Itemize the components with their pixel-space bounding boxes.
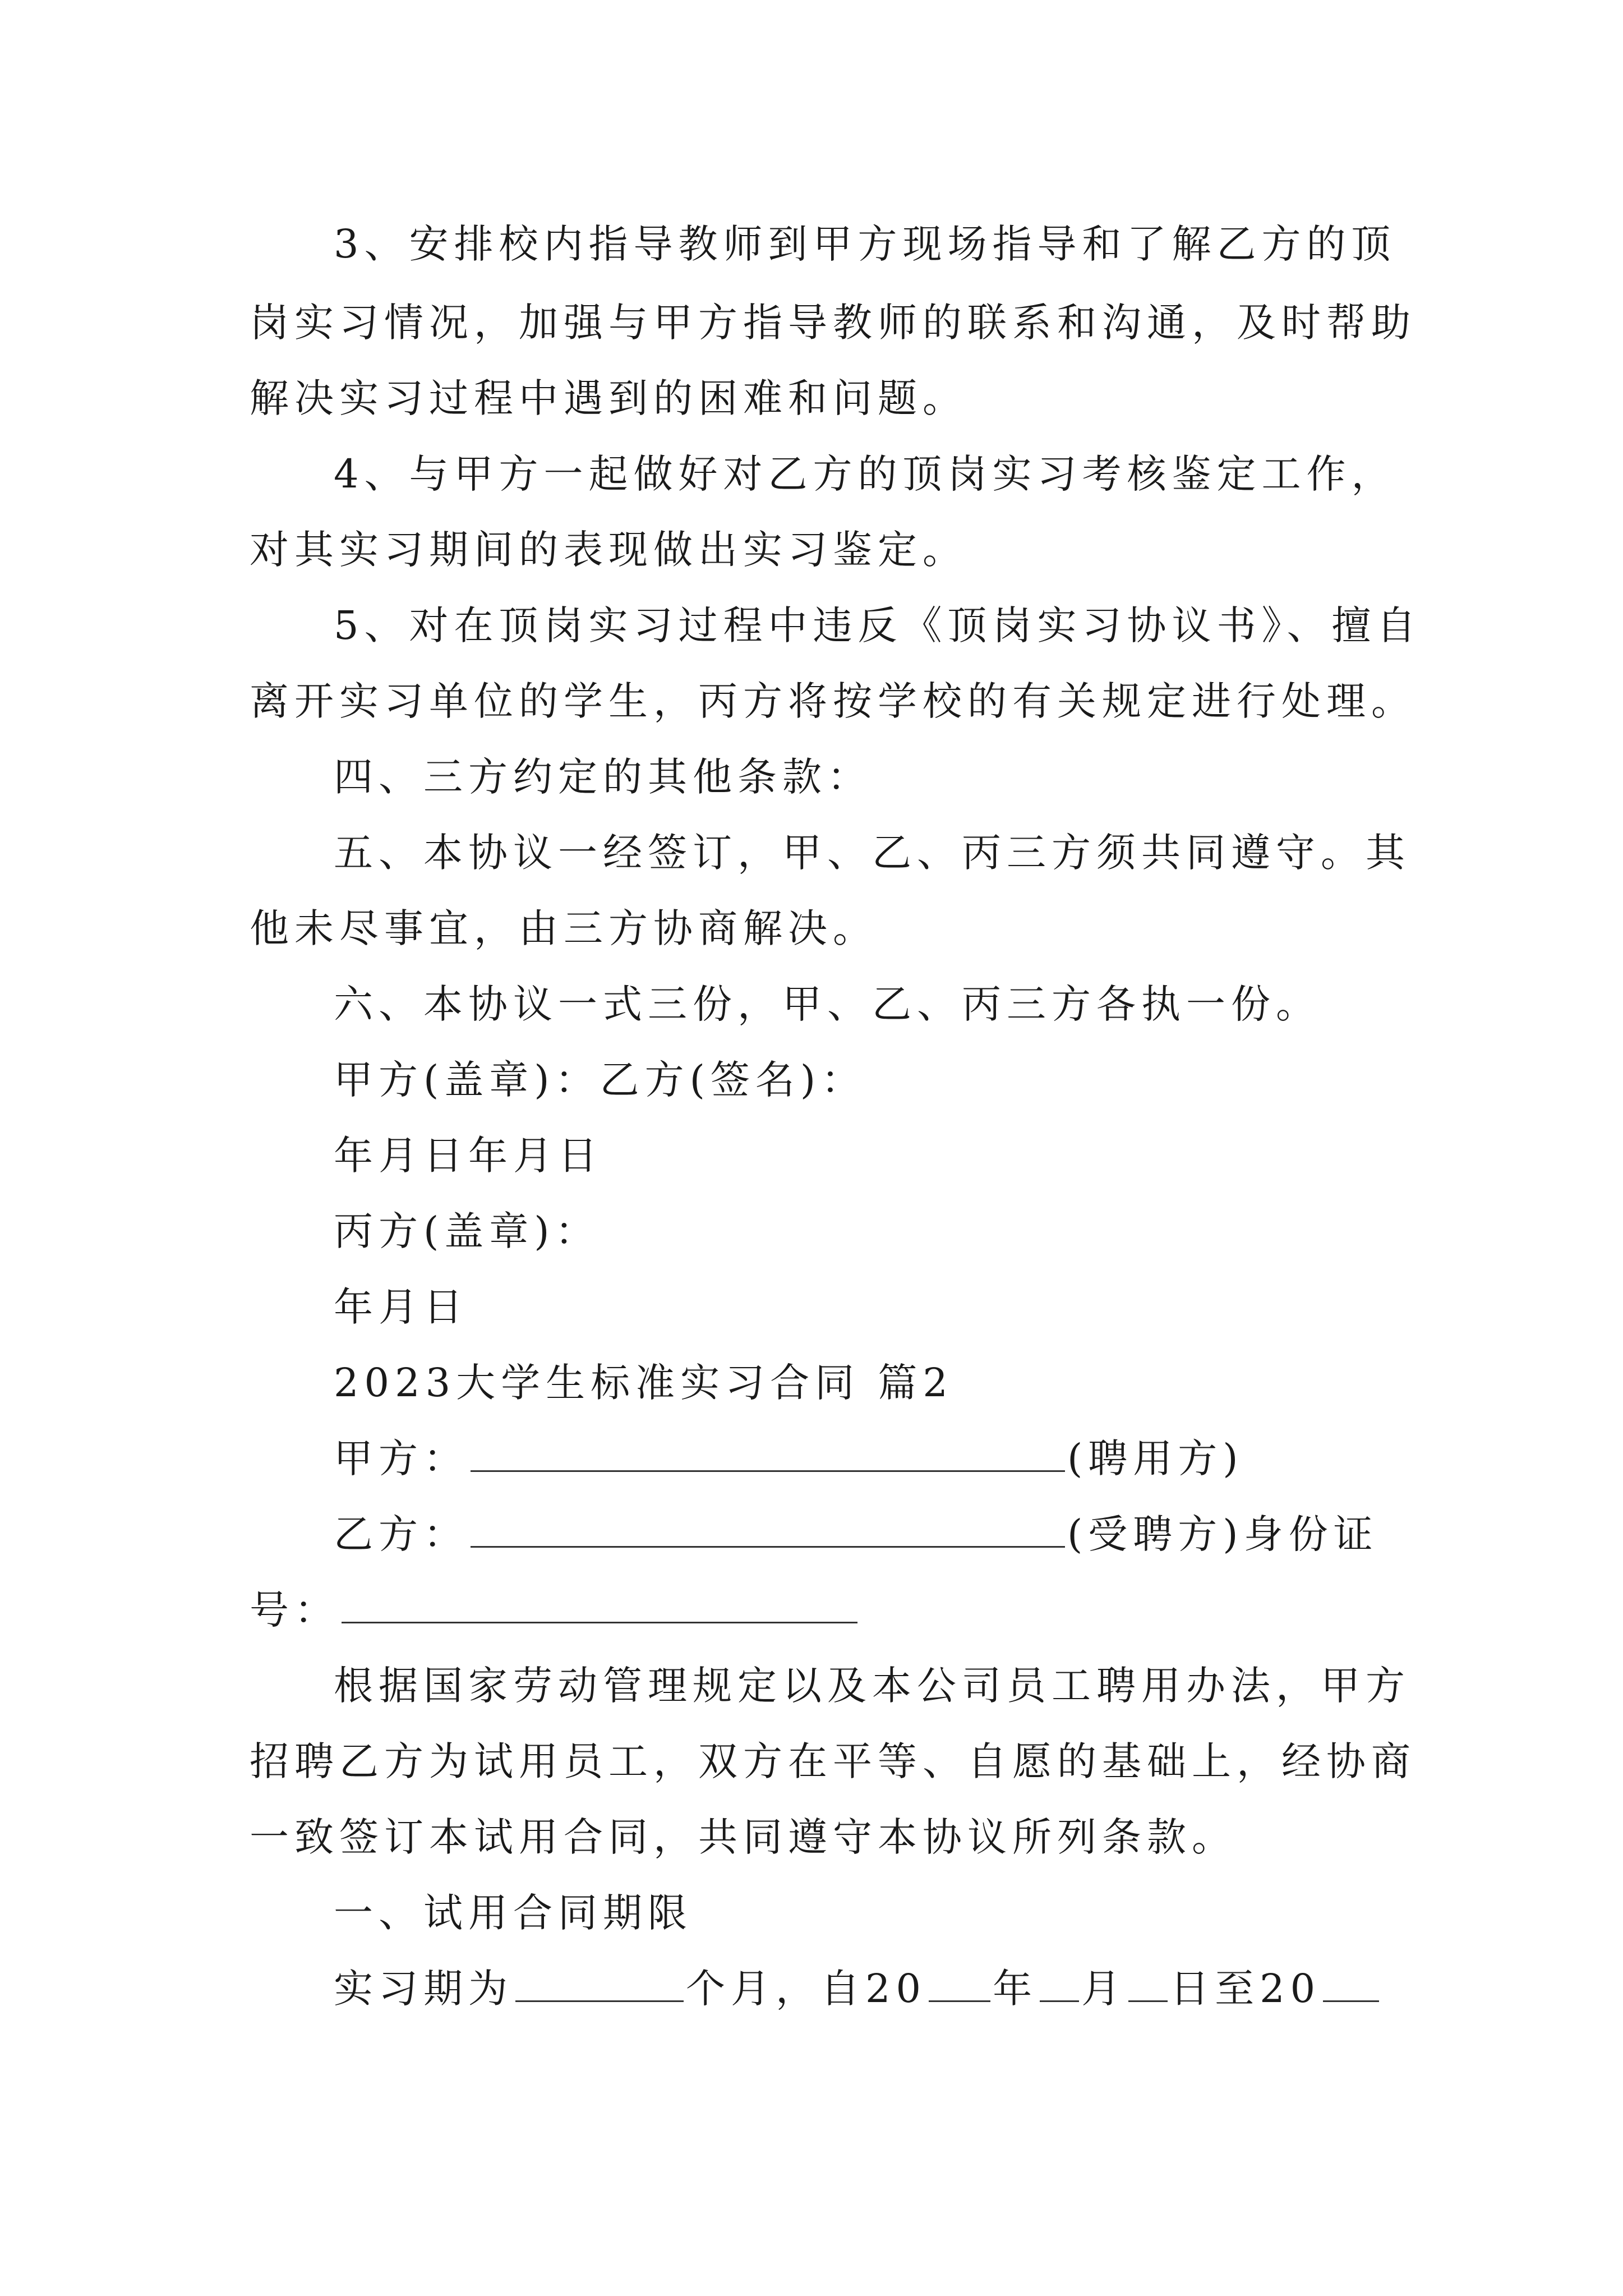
- period-text-5: 日至20: [1170, 1966, 1321, 2012]
- paragraph-line: 他未尽事宜，由三方协商解决。: [250, 905, 878, 951]
- id-number-label: 号：: [250, 1587, 339, 1633]
- signature-line: 丙方(盖章)：: [334, 1208, 600, 1254]
- party-b-line: [334, 1509, 1378, 1559]
- id-number-line: [250, 1585, 860, 1635]
- party-b-label: 乙方：: [334, 1511, 468, 1557]
- party-b-suffix: (受聘方)身份证: [1067, 1511, 1378, 1557]
- id-number-blank[interactable]: [342, 1589, 857, 1623]
- paragraph-line: 解决实习过程中遇到的困难和问题。: [250, 375, 967, 421]
- paragraph-line: 六、本协议一式三份，甲、乙、丙三方各执一份。: [334, 981, 1321, 1027]
- months-blank[interactable]: [515, 1968, 684, 2002]
- paragraph-line: 五、本协议一经签订，甲、乙、丙三方须共同遵守。其: [334, 830, 1410, 876]
- party-a-blank[interactable]: [471, 1438, 1065, 1472]
- paragraph-line: 离开实习单位的学生，丙方将按学校的有关规定进行处理。: [250, 678, 1416, 724]
- start-day-blank[interactable]: [1128, 1968, 1168, 2002]
- party-a-suffix: (聘用方): [1067, 1435, 1244, 1481]
- paragraph-line: 5、对在顶岗实习过程中违反《顶岗实习协议书》、擅自: [334, 602, 1422, 648]
- paragraph-line: 4、与甲方一起做好对乙方的顶岗实习考核鉴定工作，: [334, 451, 1396, 497]
- period-text-2: 个月，自20: [686, 1966, 927, 2012]
- start-month-blank[interactable]: [1040, 1968, 1079, 2002]
- start-year-blank[interactable]: [929, 1968, 990, 2002]
- party-a-label: 甲方：: [334, 1435, 468, 1481]
- period-text-1: 实习期为: [334, 1966, 513, 2012]
- date-line: 年月日年月日: [334, 1133, 603, 1179]
- paragraph-line: 一致签订本试用合同，共同遵守本协议所列条款。: [250, 1814, 1237, 1860]
- section-heading: 一、试用合同期限: [334, 1890, 693, 1936]
- party-b-blank[interactable]: [471, 1513, 1065, 1548]
- paragraph-line: 对其实习期间的表现做出实习鉴定。: [250, 527, 967, 573]
- end-year-blank[interactable]: [1323, 1968, 1379, 2002]
- party-a-line: [334, 1433, 1244, 1484]
- paragraph-line: 根据国家劳动管理规定以及本公司员工聘用办法，甲方: [334, 1663, 1410, 1709]
- section-heading: 2023大学生标准实习合同 篇2: [334, 1360, 953, 1406]
- paragraph-line: 岗实习情况，加强与甲方指导教师的联系和沟通，及时帮助: [250, 300, 1416, 346]
- paragraph-line: 招聘乙方为试用员工，双方在平等、自愿的基础上，经协商: [250, 1738, 1416, 1784]
- signature-line: 甲方(盖章)：乙方(签名)：: [334, 1057, 866, 1103]
- date-line: 年月日: [334, 1284, 468, 1330]
- paragraph-line: 3、安排校内指导教师到甲方现场指导和了解乙方的顶: [334, 221, 1396, 267]
- paragraph-line: 四、三方约定的其他条款：: [334, 754, 872, 800]
- period-line: [334, 1963, 1381, 2014]
- period-text-4: 月: [1081, 1966, 1127, 2012]
- period-text-3: 年: [993, 1966, 1038, 2012]
